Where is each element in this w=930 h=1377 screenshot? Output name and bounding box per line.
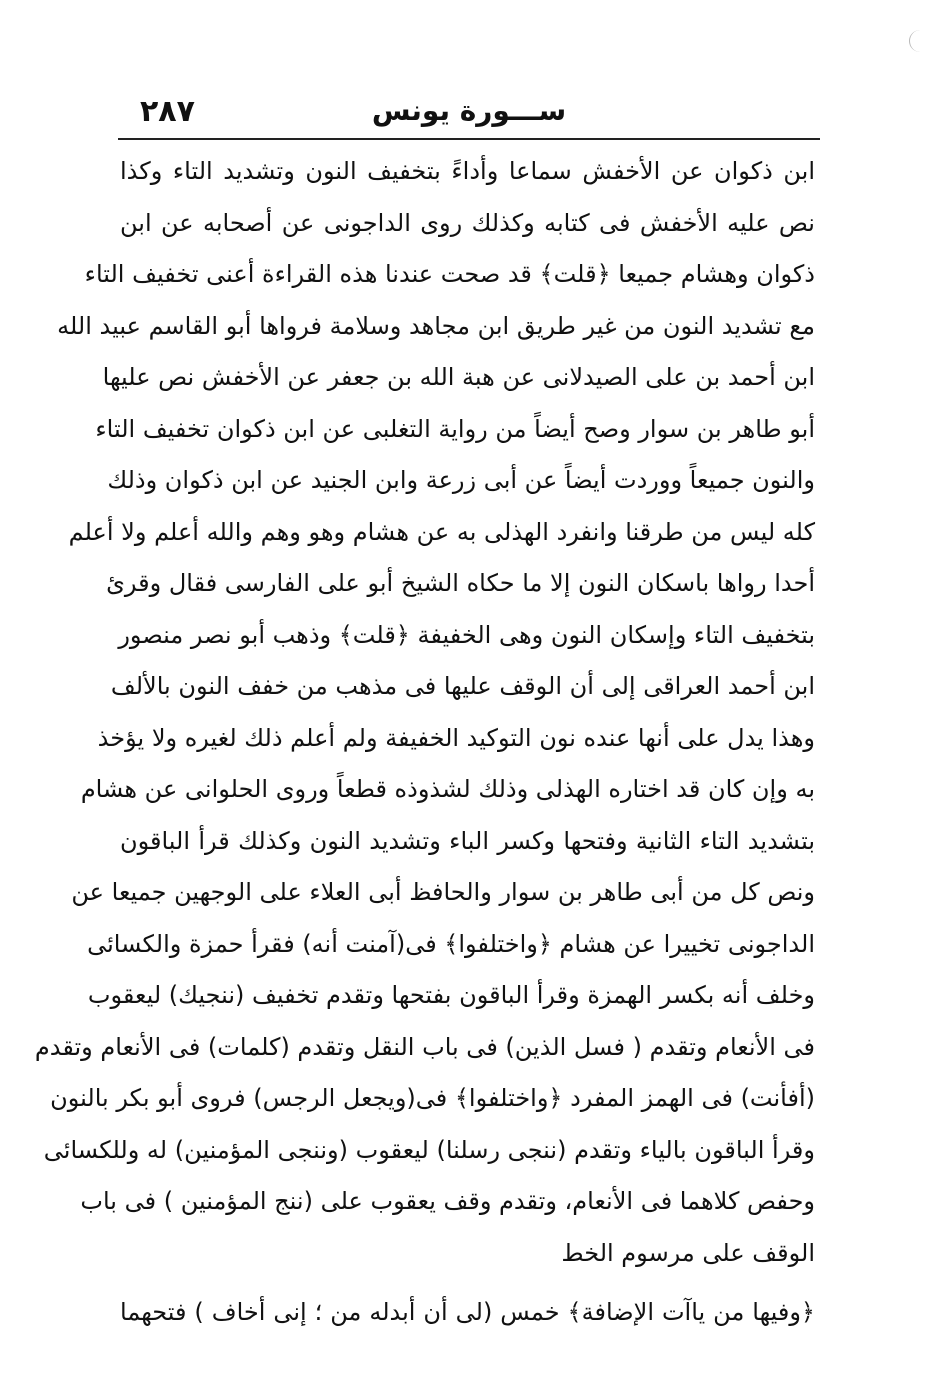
page-header (118, 92, 820, 136)
text-line: بتخفيف التاء وإسكان النون وهى الخفيفة ﴿قلت﴾ وذهب أبو نصر منصور (118, 620, 815, 649)
page-edge-mark (909, 30, 924, 52)
text-line: مع تشديد النون من غير طريق ابن مجاهد وسلامة فرواها أبو القاسم عبيد الله (57, 311, 815, 340)
text-line: الوقف على مرسوم الخط (561, 1238, 815, 1267)
text-line: وقرأ الباقون بالياء وتقدم (ننجى رسلنا) ليعقوب (وننجى المؤمنين) له وللكسائى (43, 1135, 815, 1164)
text-line: ﴿وفيها من ياآت الإضافة﴾ خمس (لى أن أبدله من ؛ إنى أخاف ) فتحهما (120, 1298, 815, 1326)
header-rule (118, 138, 820, 140)
text-line: ذكوان وهشام جميعا ﴿قلت﴾ قد صحت عندنا هذه القراءة أعنى تخفيف التاء (84, 260, 815, 288)
text-line: فى الأنعام وتقدم ( فسل الذين) فى باب النقل وتقدم (كلمات) فى الأنعام وتقدم (34, 1032, 815, 1061)
text-line: نص عليه الأخفش فى كتابه وكذلك روى الداجونى عن أصحابه عن ابن (120, 208, 815, 237)
text-line: والنون جميعاً ووردت أيضاً عن أبى زرعة وابن الجنيد عن ابن ذكوان وذلك (107, 466, 815, 494)
text-line: بتشديد التاء الثانية وفتحها وكسر الباء وتشديد النون وكذلك قرأ الباقون (120, 826, 815, 855)
text-line: أبو طاهر بن سوار وصح أيضاً من رواية التغلبى عن ابن ذكوان تخفيف التاء (95, 414, 815, 443)
page-number: ٢٨٧ (140, 94, 195, 129)
text-line: (أفأنت) فى الهمز المفرد ﴿واختلفوا﴾ فى(ويجعل الرجس) فروى أبو بكر بالنون (50, 1084, 815, 1112)
text-line: ونص كل من أبى طاهر بن سوار والحافظ أبى العلاء على الوجهين جميعا عن (71, 878, 815, 906)
text-line: وهذا يدل على أنها عنده نون التوكيد الخفيفة ولم أعلم ذلك لغيره ولا يؤخذ (97, 723, 815, 752)
text-line: وخلف أنه بكسر الهمزة وقرأ الباقون بفتحها وتقدم تخفيف (ننجيك) ليعقوب (87, 981, 815, 1009)
text-line: ابن أحمد بن على الصيدلانى عن هبة الله بن جعفر عن الأخفش نص عليها (102, 363, 815, 391)
body-text (34, 146, 815, 1339)
text-line: به وإن كان قد اختاره الهذلى وذلك لشذوذه قطعاً وروى الحلوانى عن هشام (80, 775, 815, 803)
text-line: ابن ذكوان عن الأخفش سماعا وأداءً بتخفيف النون وتشديد التاء وكذا (120, 157, 815, 185)
running-title: ســـورة يونس (371, 94, 567, 127)
text-line: أحدا رواها باسكان النون إلا ما حكاه الشيخ أبو على الفارسى فقال وقرئ (106, 569, 815, 597)
text-line: وحفص كلاهما فى الأنعام، وتقدم وقف يعقوب على (ننج المؤمنين ) فى باب (80, 1187, 815, 1215)
text-line: ابن أحمد العراقى إلى أن الوقف عليها فى مذهب من خفف النون بالألف (110, 672, 815, 700)
text-line: الداجونى تخييرا عن هشام ﴿واختلفوا﴾ فى(آمنت أنه) فقرأ حمزة والكسائى (87, 929, 815, 958)
text-line: كله ليس من طرقنا وانفرد الهذلى به عن هشام وهو وهم والله أعلم ولا أعلم (68, 517, 815, 546)
